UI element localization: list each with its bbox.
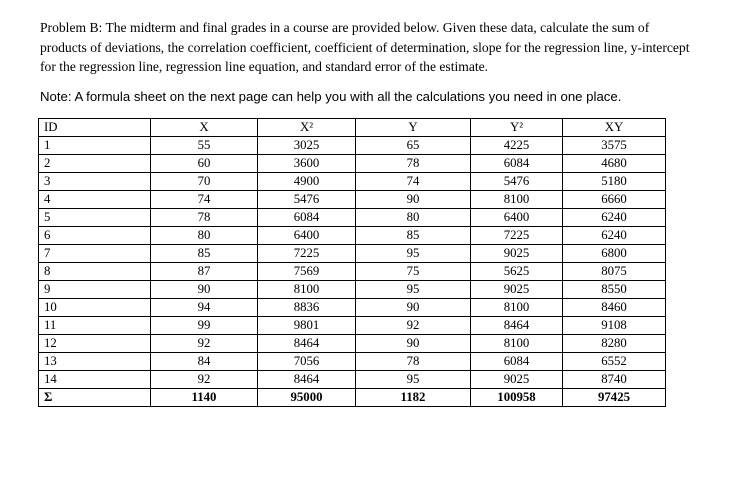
table-cell: 8464 — [258, 334, 356, 352]
table-cell: 95 — [356, 280, 471, 298]
table-cell: 9108 — [563, 316, 666, 334]
table-cell: 11 — [39, 316, 151, 334]
table-cell: 8836 — [258, 298, 356, 316]
table-row — [39, 226, 666, 244]
table-cell: 8460 — [563, 298, 666, 316]
table-row — [39, 298, 666, 316]
table-cell: 6552 — [563, 352, 666, 370]
table-row — [39, 190, 666, 208]
table-cell: 94 — [151, 298, 258, 316]
table-cell: 7569 — [258, 262, 356, 280]
table-cell: 8740 — [563, 370, 666, 388]
table-row — [39, 172, 666, 190]
table-cell: 9025 — [471, 370, 563, 388]
table-cell: 95 — [356, 370, 471, 388]
table-row — [39, 280, 666, 298]
table-sum-cell: 1140 — [151, 388, 258, 406]
table-cell: 8100 — [471, 190, 563, 208]
table-header-cell: ID — [39, 118, 151, 136]
table-head — [39, 118, 666, 136]
table-cell: 4680 — [563, 154, 666, 172]
table-cell: 6400 — [258, 226, 356, 244]
table-cell: 78 — [356, 154, 471, 172]
table-cell: 8464 — [471, 316, 563, 334]
table-cell: 9801 — [258, 316, 356, 334]
table-cell: 9025 — [471, 244, 563, 262]
table-cell: 78 — [151, 208, 258, 226]
table-cell: 80 — [151, 226, 258, 244]
table-cell: 6240 — [563, 208, 666, 226]
table-cell: 87 — [151, 262, 258, 280]
table-header-cell: Y — [356, 118, 471, 136]
table-cell: 85 — [151, 244, 258, 262]
table-cell: 5625 — [471, 262, 563, 280]
table-cell: 5180 — [563, 172, 666, 190]
table-header-cell: X — [151, 118, 258, 136]
table-sum-cell: 100958 — [471, 388, 563, 406]
table-cell: 80 — [356, 208, 471, 226]
table-sum-cell: 95000 — [258, 388, 356, 406]
table-cell: 7056 — [258, 352, 356, 370]
table-cell: 70 — [151, 172, 258, 190]
table-sum-row — [39, 388, 666, 406]
table-cell: 8550 — [563, 280, 666, 298]
table-cell: 55 — [151, 136, 258, 154]
table-cell: 92 — [356, 316, 471, 334]
table-cell: 90 — [356, 190, 471, 208]
table-cell: 92 — [151, 334, 258, 352]
table-cell: 3 — [39, 172, 151, 190]
table-header-row — [39, 118, 666, 136]
table-cell: 8280 — [563, 334, 666, 352]
table-row — [39, 208, 666, 226]
table-cell: 9025 — [471, 280, 563, 298]
table-cell: 8100 — [471, 334, 563, 352]
table-cell: 74 — [356, 172, 471, 190]
table-cell: 90 — [356, 334, 471, 352]
table-cell: 65 — [356, 136, 471, 154]
table-header-cell: XY — [563, 118, 666, 136]
table-cell: 14 — [39, 370, 151, 388]
table-cell: 90 — [356, 298, 471, 316]
table-cell: 12 — [39, 334, 151, 352]
table-cell: 7225 — [258, 244, 356, 262]
table-cell: 60 — [151, 154, 258, 172]
table-sum-cell: 1182 — [356, 388, 471, 406]
table-cell: 6240 — [563, 226, 666, 244]
note-text: Note: A formula sheet on the next page can help you with all the calculations you need in one place. — [40, 88, 622, 104]
table-row — [39, 370, 666, 388]
table-cell: 99 — [151, 316, 258, 334]
table-cell: 3600 — [258, 154, 356, 172]
table-cell: 6800 — [563, 244, 666, 262]
table-body — [39, 136, 666, 406]
table-cell: 4900 — [258, 172, 356, 190]
table-cell: 7 — [39, 244, 151, 262]
table-row — [39, 244, 666, 262]
table-cell: 6084 — [471, 154, 563, 172]
table-header-cell: Y² — [471, 118, 563, 136]
problem-paragraph: Problem B: The midterm and final grades in a course are provided below. Given these data, calculate the sum of products of deviations, the correlation coefficient, coefficient of determination, slope for the regression line, y-intercept for the regression line, regression line equation, and standard error of the estimate. — [40, 20, 690, 75]
table-cell: 95 — [356, 244, 471, 262]
table-cell: 84 — [151, 352, 258, 370]
table-row — [39, 154, 666, 172]
table-cell: 6660 — [563, 190, 666, 208]
grades-table — [38, 118, 666, 407]
table-cell: 85 — [356, 226, 471, 244]
table-cell: 8075 — [563, 262, 666, 280]
table-cell: 78 — [356, 352, 471, 370]
table-cell: 4 — [39, 190, 151, 208]
table-cell: 92 — [151, 370, 258, 388]
table-cell: 8100 — [471, 298, 563, 316]
table-cell: 5476 — [258, 190, 356, 208]
table-cell: 3025 — [258, 136, 356, 154]
table-row — [39, 136, 666, 154]
table-cell: 6400 — [471, 208, 563, 226]
table-cell: 9 — [39, 280, 151, 298]
table-cell: 4225 — [471, 136, 563, 154]
table-header-cell: X² — [258, 118, 356, 136]
table-cell: 7225 — [471, 226, 563, 244]
table-sum-cell: Σ — [39, 388, 151, 406]
table-row — [39, 334, 666, 352]
table-cell: 6084 — [471, 352, 563, 370]
table-row — [39, 262, 666, 280]
table-cell: 1 — [39, 136, 151, 154]
table-row — [39, 316, 666, 334]
table-cell: 6 — [39, 226, 151, 244]
table-cell: 6084 — [258, 208, 356, 226]
table-row — [39, 352, 666, 370]
table-cell: 13 — [39, 352, 151, 370]
table-cell: 8464 — [258, 370, 356, 388]
table-cell: 5476 — [471, 172, 563, 190]
table-cell: 75 — [356, 262, 471, 280]
table-cell: 10 — [39, 298, 151, 316]
table-cell: 3575 — [563, 136, 666, 154]
table-cell: 8 — [39, 262, 151, 280]
table-cell: 8100 — [258, 280, 356, 298]
table-cell: 74 — [151, 190, 258, 208]
table-cell: 2 — [39, 154, 151, 172]
table-cell: 5 — [39, 208, 151, 226]
table-sum-cell: 97425 — [563, 388, 666, 406]
table-cell: 90 — [151, 280, 258, 298]
